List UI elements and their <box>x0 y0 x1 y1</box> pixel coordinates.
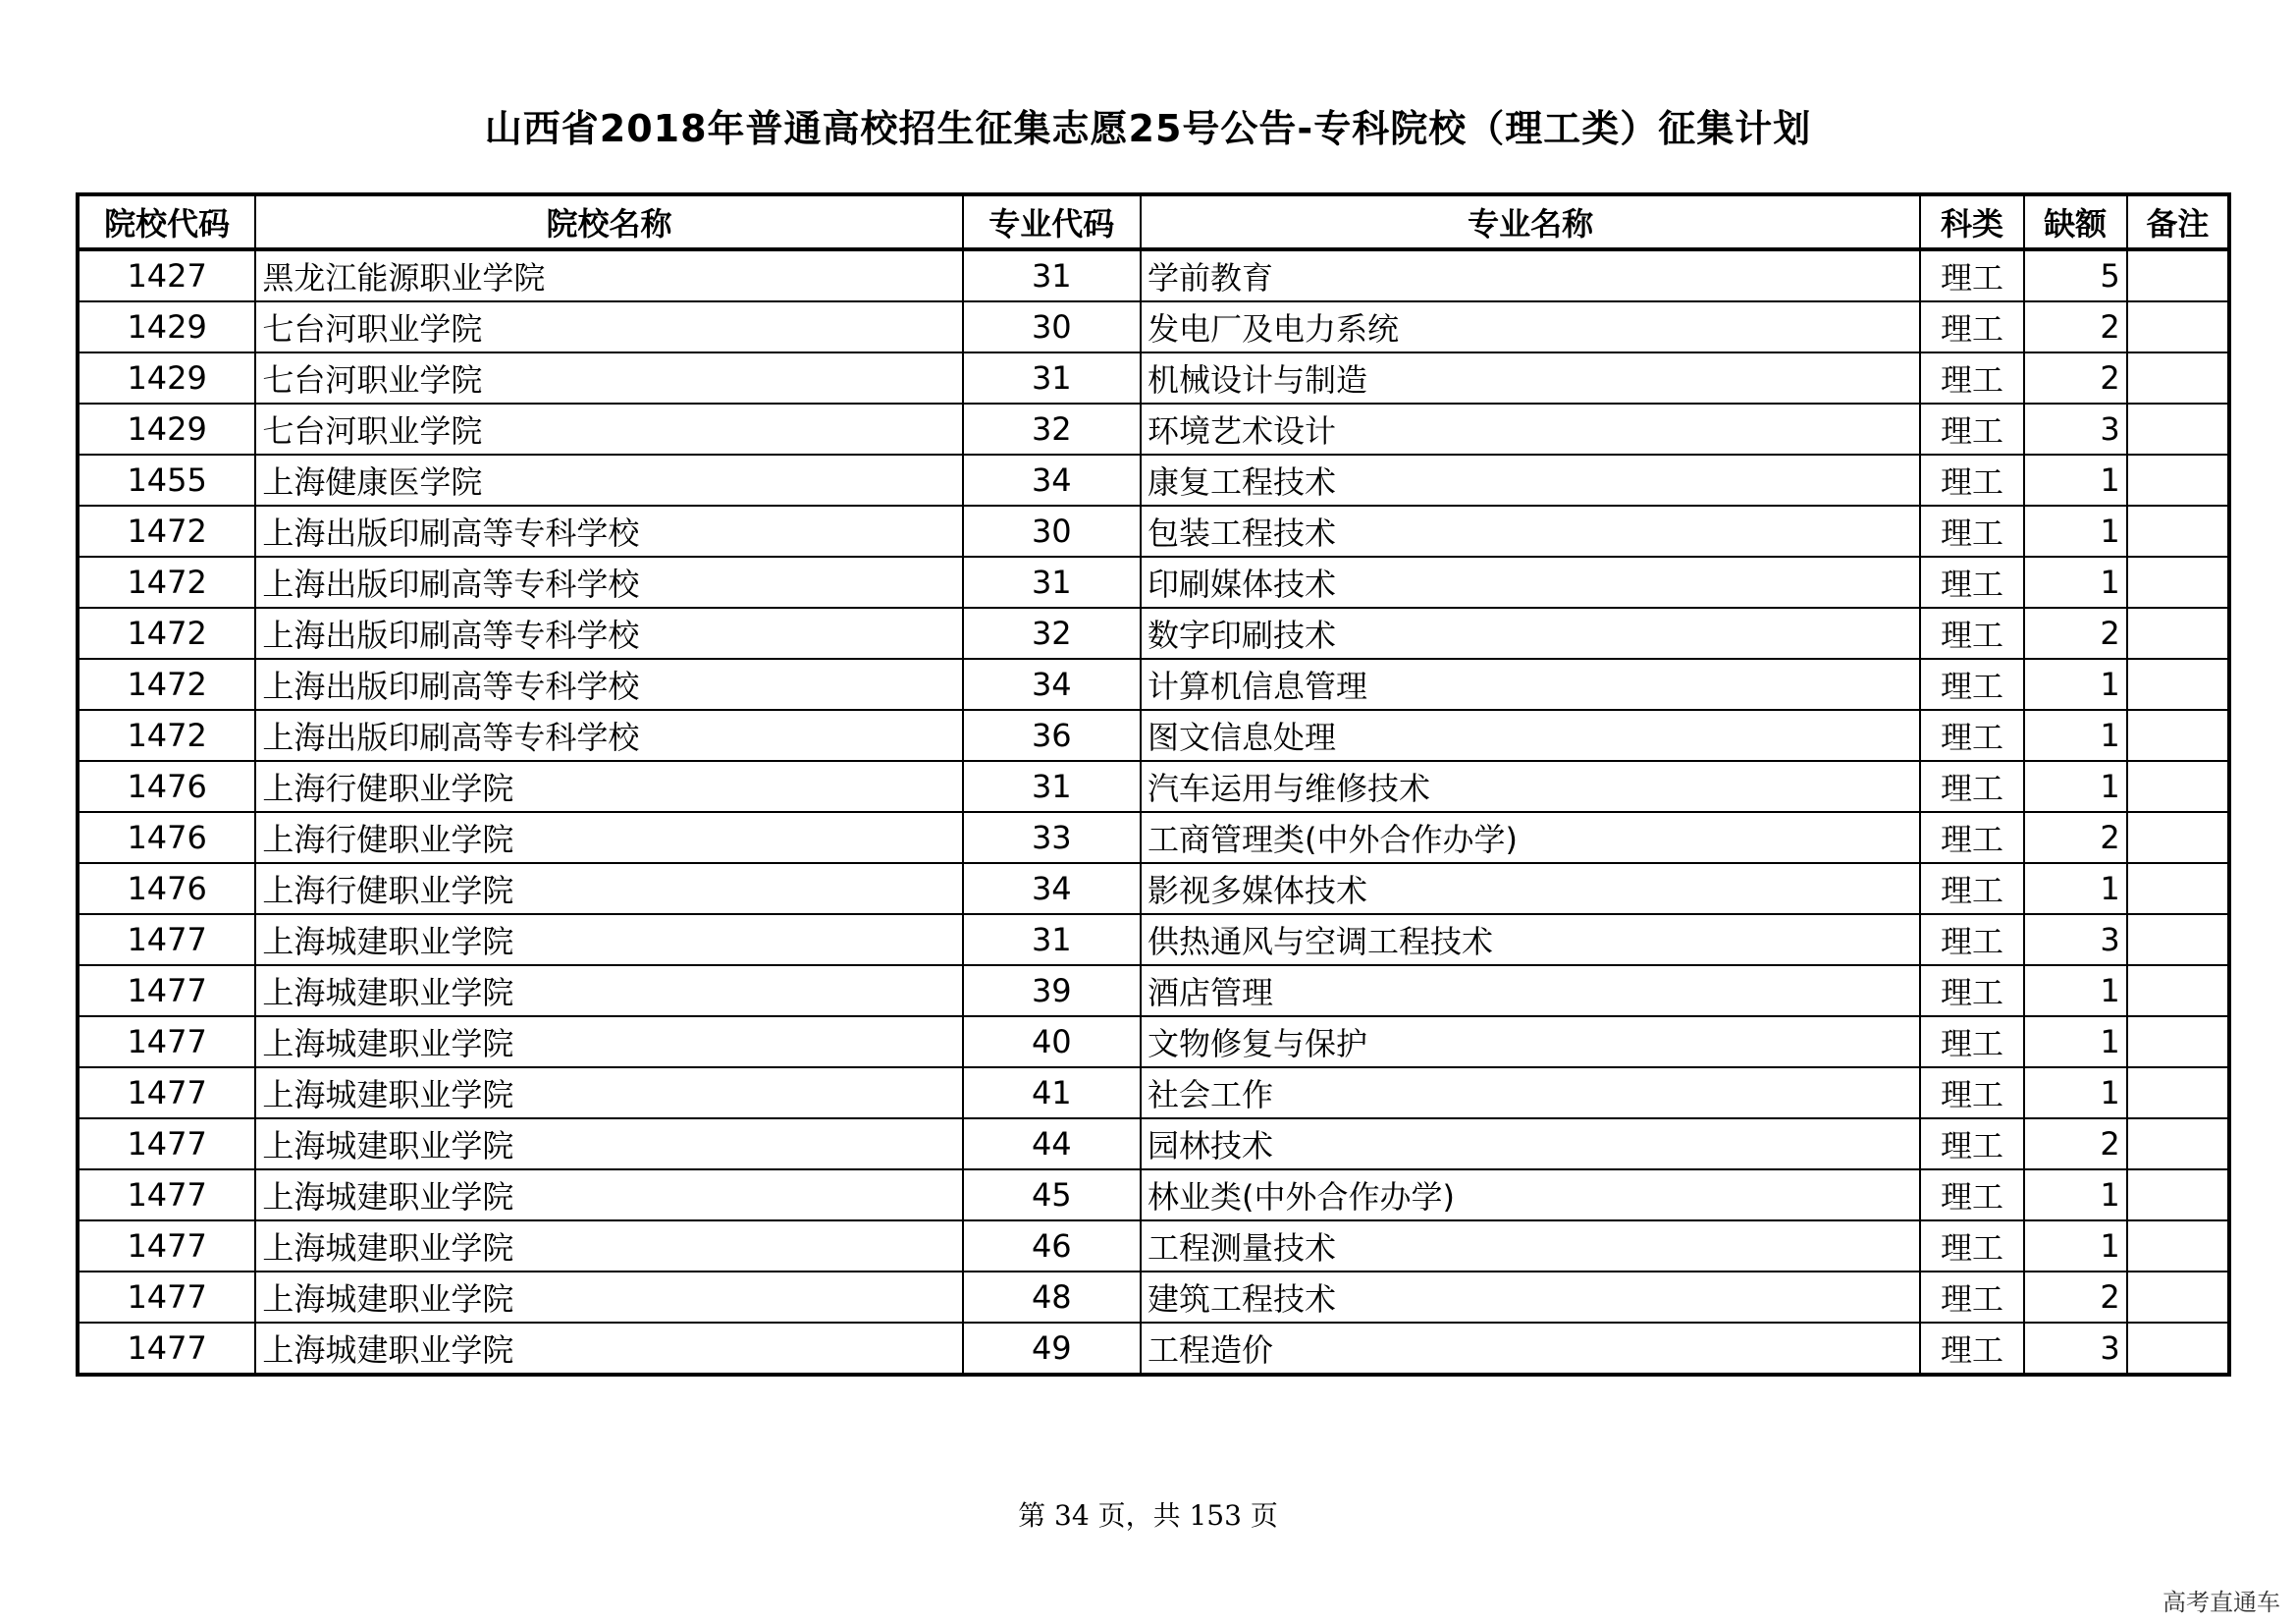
table-row <box>78 761 2229 812</box>
cell-quota: 2 <box>2024 608 2127 659</box>
cell-major-code: 49 <box>963 1323 1141 1375</box>
cell-major-name: 工商管理类(中外合作办学) <box>1141 812 1920 863</box>
cell-category: 理工 <box>1920 608 2023 659</box>
header-school-name: 院校名称 <box>255 194 962 249</box>
cell-major-code: 30 <box>963 301 1141 352</box>
cell-major-code: 48 <box>963 1272 1141 1323</box>
cell-category: 理工 <box>1920 1067 2023 1118</box>
cell-school-name: 上海城建职业学院 <box>255 1169 962 1220</box>
cell-major-code: 40 <box>963 1016 1141 1067</box>
cell-notes <box>2127 1272 2229 1323</box>
cell-category: 理工 <box>1920 761 2023 812</box>
cell-major-code: 36 <box>963 710 1141 761</box>
cell-major-code: 32 <box>963 404 1141 455</box>
header-notes: 备注 <box>2127 194 2229 249</box>
cell-school-name: 上海出版印刷高等专科学校 <box>255 506 962 557</box>
cell-major-name: 园林技术 <box>1141 1118 1920 1169</box>
cell-school-name: 七台河职业学院 <box>255 352 962 404</box>
cell-major-name: 供热通风与空调工程技术 <box>1141 914 1920 965</box>
cell-major-code: 31 <box>963 914 1141 965</box>
cell-notes <box>2127 812 2229 863</box>
cell-category: 理工 <box>1920 1323 2023 1375</box>
cell-notes <box>2127 506 2229 557</box>
cell-quota: 1 <box>2024 1220 2127 1272</box>
cell-school-code: 1429 <box>78 301 255 352</box>
cell-school-name: 七台河职业学院 <box>255 404 962 455</box>
cell-category: 理工 <box>1920 455 2023 506</box>
table-row <box>78 455 2229 506</box>
cell-major-name: 包装工程技术 <box>1141 506 1920 557</box>
watermark: 高考直通车 <box>2163 1589 2280 1616</box>
cell-major-name: 计算机信息管理 <box>1141 659 1920 710</box>
cell-major-code: 31 <box>963 352 1141 404</box>
cell-major-name: 图文信息处理 <box>1141 710 1920 761</box>
cell-school-code: 1477 <box>78 914 255 965</box>
cell-notes <box>2127 404 2229 455</box>
cell-major-name: 影视多媒体技术 <box>1141 863 1920 914</box>
cell-school-name: 上海城建职业学院 <box>255 1067 962 1118</box>
header-quota: 缺额 <box>2024 194 2127 249</box>
table-row <box>78 608 2229 659</box>
cell-category: 理工 <box>1920 1169 2023 1220</box>
cell-school-name: 上海出版印刷高等专科学校 <box>255 608 962 659</box>
table-row <box>78 659 2229 710</box>
cell-school-name: 七台河职业学院 <box>255 301 962 352</box>
table-row <box>78 1169 2229 1220</box>
cell-major-name: 酒店管理 <box>1141 965 1920 1016</box>
cell-major-code: 33 <box>963 812 1141 863</box>
cell-school-name: 上海城建职业学院 <box>255 965 962 1016</box>
cell-category: 理工 <box>1920 352 2023 404</box>
enrollment-plan-table <box>76 192 2231 1377</box>
cell-school-code: 1472 <box>78 608 255 659</box>
cell-school-code: 1472 <box>78 710 255 761</box>
cell-notes <box>2127 863 2229 914</box>
cell-category: 理工 <box>1920 965 2023 1016</box>
cell-school-name: 上海行健职业学院 <box>255 812 962 863</box>
cell-school-code: 1455 <box>78 455 255 506</box>
cell-notes <box>2127 761 2229 812</box>
cell-notes <box>2127 1016 2229 1067</box>
cell-category: 理工 <box>1920 1016 2023 1067</box>
cell-quota: 2 <box>2024 352 2127 404</box>
table-row <box>78 965 2229 1016</box>
table-row <box>78 352 2229 404</box>
cell-major-code: 45 <box>963 1169 1141 1220</box>
cell-school-code: 1476 <box>78 761 255 812</box>
cell-major-name: 建筑工程技术 <box>1141 1272 1920 1323</box>
cell-notes <box>2127 1220 2229 1272</box>
cell-major-name: 环境艺术设计 <box>1141 404 1920 455</box>
cell-major-code: 31 <box>963 557 1141 608</box>
cell-school-code: 1477 <box>78 1272 255 1323</box>
cell-category: 理工 <box>1920 659 2023 710</box>
cell-quota: 1 <box>2024 506 2127 557</box>
cell-major-name: 社会工作 <box>1141 1067 1920 1118</box>
table-row <box>78 1016 2229 1067</box>
cell-major-code: 32 <box>963 608 1141 659</box>
table-row <box>78 914 2229 965</box>
cell-notes <box>2127 352 2229 404</box>
cell-quota: 3 <box>2024 404 2127 455</box>
cell-notes <box>2127 1067 2229 1118</box>
table-row <box>78 1272 2229 1323</box>
cell-school-code: 1429 <box>78 404 255 455</box>
cell-quota: 1 <box>2024 863 2127 914</box>
table-row <box>78 1118 2229 1169</box>
cell-notes <box>2127 659 2229 710</box>
header-school-code: 院校代码 <box>78 194 255 249</box>
cell-category: 理工 <box>1920 1118 2023 1169</box>
cell-notes <box>2127 557 2229 608</box>
cell-school-code: 1472 <box>78 506 255 557</box>
cell-major-name: 数字印刷技术 <box>1141 608 1920 659</box>
header-category: 科类 <box>1920 194 2023 249</box>
cell-quota: 1 <box>2024 710 2127 761</box>
table-body <box>78 249 2229 1375</box>
cell-major-name: 印刷媒体技术 <box>1141 557 1920 608</box>
table-row <box>78 710 2229 761</box>
cell-notes <box>2127 455 2229 506</box>
cell-school-code: 1477 <box>78 1169 255 1220</box>
cell-major-code: 34 <box>963 455 1141 506</box>
document-title: 山西省2018年普通高校招生征集志愿25号公告-专科院校（理工类）征集计划 <box>484 107 1812 150</box>
cell-school-name: 上海出版印刷高等专科学校 <box>255 710 962 761</box>
cell-category: 理工 <box>1920 249 2023 301</box>
cell-major-name: 工程造价 <box>1141 1323 1920 1375</box>
cell-quota: 3 <box>2024 1323 2127 1375</box>
cell-school-code: 1477 <box>78 1118 255 1169</box>
cell-quota: 3 <box>2024 914 2127 965</box>
table-row <box>78 301 2229 352</box>
cell-major-code: 31 <box>963 761 1141 812</box>
header-major-code: 专业代码 <box>963 194 1141 249</box>
cell-quota: 1 <box>2024 965 2127 1016</box>
cell-major-code: 34 <box>963 659 1141 710</box>
page-number: 第 34 页，共 153 页 <box>1018 1499 1278 1532</box>
cell-school-name: 上海城建职业学院 <box>255 1118 962 1169</box>
cell-major-name: 文物修复与保护 <box>1141 1016 1920 1067</box>
cell-school-name: 上海城建职业学院 <box>255 914 962 965</box>
cell-major-name: 林业类(中外合作办学) <box>1141 1169 1920 1220</box>
cell-category: 理工 <box>1920 557 2023 608</box>
cell-school-code: 1477 <box>78 965 255 1016</box>
cell-school-name: 上海城建职业学院 <box>255 1220 962 1272</box>
cell-quota: 5 <box>2024 249 2127 301</box>
cell-quota: 1 <box>2024 557 2127 608</box>
cell-school-code: 1477 <box>78 1220 255 1272</box>
header-major-name: 专业名称 <box>1141 194 1920 249</box>
cell-major-name: 机械设计与制造 <box>1141 352 1920 404</box>
cell-category: 理工 <box>1920 812 2023 863</box>
table-row <box>78 1067 2229 1118</box>
cell-quota: 2 <box>2024 301 2127 352</box>
cell-notes <box>2127 608 2229 659</box>
cell-quota: 2 <box>2024 1118 2127 1169</box>
cell-category: 理工 <box>1920 863 2023 914</box>
cell-school-name: 上海行健职业学院 <box>255 863 962 914</box>
cell-category: 理工 <box>1920 710 2023 761</box>
cell-category: 理工 <box>1920 914 2023 965</box>
table-row <box>78 557 2229 608</box>
table-row <box>78 863 2229 914</box>
cell-school-code: 1472 <box>78 557 255 608</box>
cell-quota: 1 <box>2024 1067 2127 1118</box>
cell-school-name: 上海城建职业学院 <box>255 1272 962 1323</box>
cell-quota: 1 <box>2024 455 2127 506</box>
cell-school-code: 1429 <box>78 352 255 404</box>
cell-school-code: 1427 <box>78 249 255 301</box>
cell-school-name: 上海出版印刷高等专科学校 <box>255 557 962 608</box>
table-row <box>78 1220 2229 1272</box>
cell-major-name: 康复工程技术 <box>1141 455 1920 506</box>
cell-quota: 1 <box>2024 1169 2127 1220</box>
cell-school-code: 1477 <box>78 1067 255 1118</box>
cell-category: 理工 <box>1920 404 2023 455</box>
cell-major-name: 汽车运用与维修技术 <box>1141 761 1920 812</box>
cell-school-code: 1476 <box>78 812 255 863</box>
cell-school-name: 上海行健职业学院 <box>255 761 962 812</box>
cell-school-name: 上海出版印刷高等专科学校 <box>255 659 962 710</box>
cell-school-name: 黑龙江能源职业学院 <box>255 249 962 301</box>
cell-notes <box>2127 1118 2229 1169</box>
cell-notes <box>2127 914 2229 965</box>
cell-category: 理工 <box>1920 506 2023 557</box>
cell-quota: 2 <box>2024 812 2127 863</box>
table-row <box>78 249 2229 301</box>
table-header-row <box>78 194 2229 249</box>
cell-category: 理工 <box>1920 301 2023 352</box>
cell-major-name: 学前教育 <box>1141 249 1920 301</box>
cell-quota: 1 <box>2024 761 2127 812</box>
cell-category: 理工 <box>1920 1220 2023 1272</box>
cell-notes <box>2127 1169 2229 1220</box>
cell-school-code: 1477 <box>78 1016 255 1067</box>
table-row <box>78 812 2229 863</box>
cell-major-name: 工程测量技术 <box>1141 1220 1920 1272</box>
table-row <box>78 506 2229 557</box>
table-row <box>78 1323 2229 1375</box>
cell-school-code: 1472 <box>78 659 255 710</box>
cell-major-code: 44 <box>963 1118 1141 1169</box>
cell-school-name: 上海健康医学院 <box>255 455 962 506</box>
cell-major-name: 发电厂及电力系统 <box>1141 301 1920 352</box>
table-row <box>78 404 2229 455</box>
cell-category: 理工 <box>1920 1272 2023 1323</box>
cell-quota: 2 <box>2024 1272 2127 1323</box>
cell-school-name: 上海城建职业学院 <box>255 1323 962 1375</box>
cell-quota: 1 <box>2024 1016 2127 1067</box>
cell-notes <box>2127 710 2229 761</box>
cell-notes <box>2127 249 2229 301</box>
cell-major-code: 46 <box>963 1220 1141 1272</box>
cell-notes <box>2127 1323 2229 1375</box>
cell-notes <box>2127 301 2229 352</box>
cell-notes <box>2127 965 2229 1016</box>
cell-major-code: 39 <box>963 965 1141 1016</box>
cell-school-code: 1476 <box>78 863 255 914</box>
cell-school-name: 上海城建职业学院 <box>255 1016 962 1067</box>
cell-school-code: 1477 <box>78 1323 255 1375</box>
cell-quota: 1 <box>2024 659 2127 710</box>
cell-major-code: 34 <box>963 863 1141 914</box>
cell-major-code: 41 <box>963 1067 1141 1118</box>
cell-major-code: 31 <box>963 249 1141 301</box>
cell-major-code: 30 <box>963 506 1141 557</box>
